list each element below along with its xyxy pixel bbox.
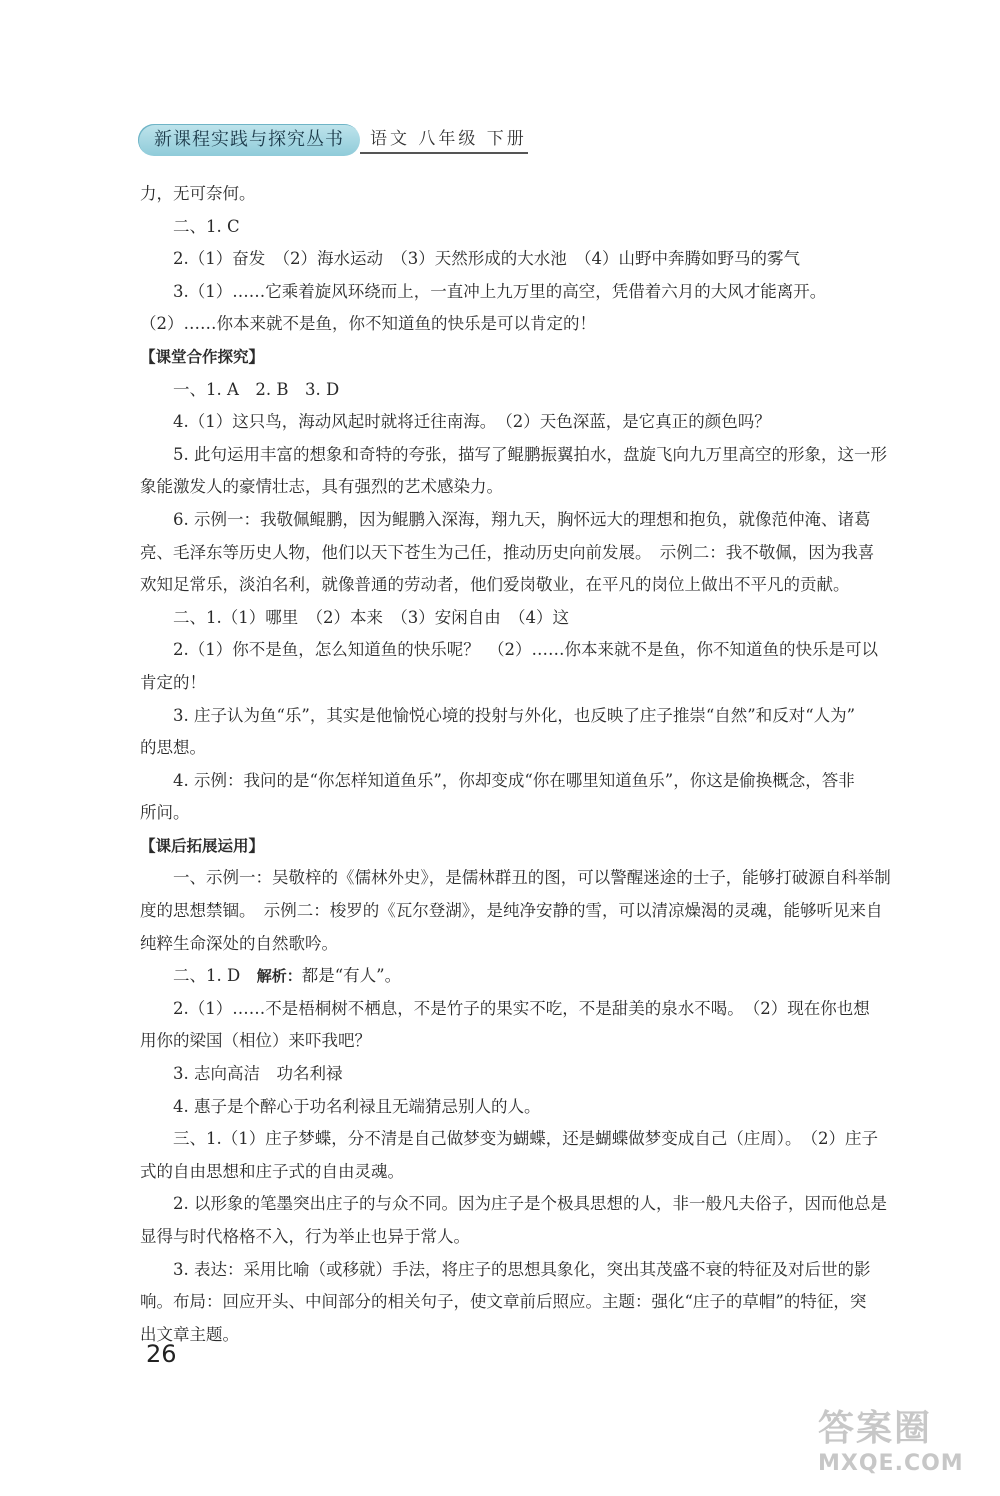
- text-line: 所问。: [140, 803, 190, 823]
- text-line: 显得与时代格格不入，行为举止也异于常人。: [140, 1227, 470, 1246]
- text-line: 式的自由思想和庄子式的自由灵魂。: [140, 1161, 404, 1181]
- section-heading: 【课后拓展运用】: [140, 836, 265, 855]
- series-title-badge: 新课程实践与探究丛书: [138, 124, 360, 156]
- text-line: 2.（1）你不是鱼，怎么知道鱼的快乐呢？ （2）……你本来就不是鱼，你不知道鱼的快乐是可以: [173, 640, 878, 660]
- text-line: 2. 以形象的笔墨突出庄子的与众不同。因为庄子是个极具思想的人，非一般凡夫俗子，因而他总是: [173, 1194, 887, 1214]
- analysis-text: 都是“有人”。: [301, 966, 402, 986]
- text-line: 2.（1）……不是梧桐树不栖息，不是竹子的果实不吃，不是甜美的泉水不喝。 （2）现在你也想: [173, 998, 870, 1018]
- text-line: 4. 惠子是个醉心于功名利禄且无端猜忌别人的人。: [173, 1096, 541, 1116]
- text-line: 一、1. A 2. B 3. D: [173, 379, 340, 399]
- page-number: 26: [146, 1340, 177, 1368]
- analysis-label: 解析：: [256, 967, 302, 986]
- text-line: 4.（1）这只鸟，海动风起时就将迁往南海。 （2）天色深蓝，是它真正的颜色吗？: [173, 412, 771, 432]
- text-line: 3. 庄子认为鱼“乐”，其实是他愉悦心境的投射与外化，也反映了庄子推崇“自然”和反对“人为”: [173, 705, 856, 725]
- text-line: 欢知足常乐，淡泊名利，就像普通的劳动者，他们爱岗敬业，在平凡的岗位上做出不平凡的贡献。: [140, 575, 850, 595]
- section-heading: 【课堂合作探究】: [140, 347, 265, 366]
- watermark-bottom-text: MXQE.COM: [818, 1451, 964, 1476]
- text-line: 纯粹生命深处的自然歌吟。: [140, 933, 338, 953]
- text-line: 2.（1）奋发 （2）海水运动 （3）天然形成的大水池 （4）山野中奔腾如野马的雾气: [173, 249, 800, 269]
- text-line: 响。布局：回应开头、中间部分的相关句子，使文章前后照应。主题：强化“庄子的草帽”的特征，突: [140, 1292, 867, 1312]
- text-line: 一、示例一：吴敬梓的《儒林外史》，是儒林群丑的图，可以警醒迷途的士子，能够打破源自科举制: [173, 868, 891, 888]
- text-line: 3. 表达：采用比喻（或移就）手法，将庄子的思想具象化，突出其茂盛不衰的特征及对后世的影: [173, 1259, 871, 1279]
- text-line: 象能激发人的豪情壮志，具有强烈的艺术感染力。: [140, 477, 503, 497]
- text-line: 6. 示例一：我敬佩鲲鹏，因为鲲鹏入深海，翔九天，胸怀远大的理想和抱负，就像范仲淹、诸葛: [173, 509, 871, 529]
- text-line: 三、1.（1）庄子梦蝶，分不清是自己做梦变为蝴蝶，还是蝴蝶做梦变成自己（庄周）。 （2）庄子: [173, 1129, 878, 1149]
- text-line: 4. 示例：我问的是“你怎样知道鱼乐”，你却变成“你在哪里知道鱼乐”，你这是偷换概念，答非: [173, 770, 855, 790]
- header-underline: [360, 152, 528, 154]
- subject-label: 语文 八年级 下册: [370, 129, 527, 149]
- text-line: 二、1.（1）哪里 （2）本来 （3）安闲自由 （4）这: [173, 607, 569, 627]
- text-line: 出文章主题。: [140, 1324, 239, 1344]
- text-segment: 二、1. D: [173, 966, 257, 986]
- text-line: 5. 此句运用丰富的想象和奇特的夸张，描写了鲲鹏振翼拍水，盘旋飞向九万里高空的形象，这一形: [173, 444, 887, 464]
- text-line: （2）……你本来就不是鱼，你不知道鱼的快乐是可以肯定的！: [140, 314, 596, 334]
- watermark-top-text: 答案圈: [818, 1408, 933, 1449]
- text-line: 亮、毛泽东等历史人物，他们以天下苍生为己任，推动历史向前发展。 示例二：我不敬佩，因为我喜: [140, 542, 875, 562]
- text-line: 度的思想禁锢。 示例二：梭罗的《瓦尔登湖》，是纯净安静的雪，可以清凉燥渴的灵魂，能够听见来自: [140, 901, 883, 921]
- answer-body: [140, 178, 892, 1351]
- text-line: 二、1. C: [173, 216, 240, 236]
- text-line-with-analysis: [140, 960, 892, 993]
- watermark-logo: [818, 1400, 988, 1490]
- text-line: 3. 志向高洁 功名利禄: [173, 1064, 343, 1084]
- text-line: 的思想。: [140, 738, 206, 758]
- text-line: 3.（1）……它乘着旋风环绕而上，一直冲上九万里的高空，凭借着六月的大风才能离开。: [173, 281, 827, 301]
- text-line: 用你的梁国（相位）来吓我吧？: [140, 1031, 371, 1051]
- text-line: 肯定的！: [140, 672, 206, 692]
- text-line: 力，无可奈何。: [140, 184, 256, 203]
